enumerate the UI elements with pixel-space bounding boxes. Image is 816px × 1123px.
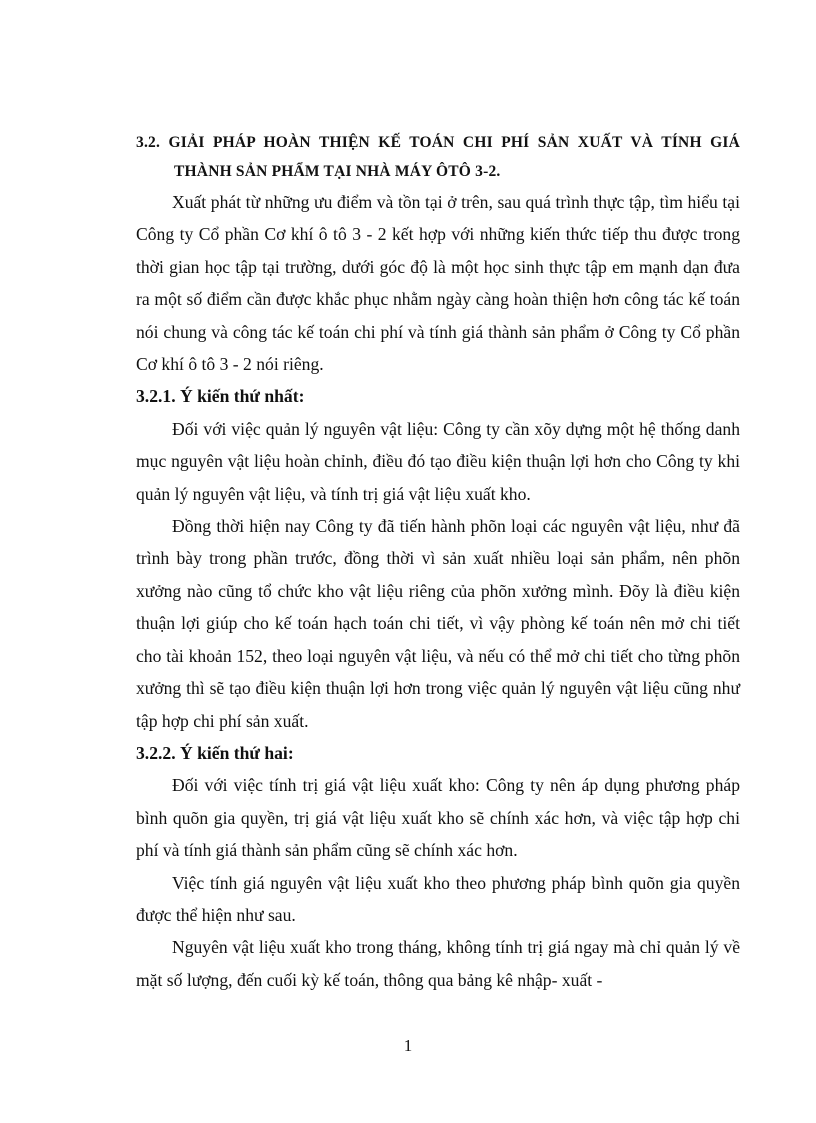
opinion-2-paragraph-2: Việc tính giá nguyên vật liệu xuất kho theo phương pháp bình quõn gia quyền được thể hiện như sau. [136,872,740,925]
intro-paragraph: Xuất phát từ những ưu điểm và tồn tại ở trên, sau quá trình thực tập, tìm hiểu tại Công ty Cổ phần Cơ khí ô tô 3 - 2 kết hợp với những kiến thức tiếp thu được trong thời gian học tập tại trường, dưới góc độ là một học sinh thực tập em mạnh dạn đưa ra một số điểm cần được khắc phục nhằm ngày càng hoàn thiện hơn công tác kế toán nói chung và công tác kế toán chi phí và tính giá thành sản phẩm ở Công ty Cổ phần Cơ khí ô tô 3 - 2 nói riêng. [136,192,740,375]
page-content [136,128,740,996]
section-heading-line-2: THÀNH SẢN PHẨM TẠI NHÀ MÁY ÔTÔ 3-2. [174,163,501,180]
section-heading-line-1: 3.2. GIẢI PHÁP HOÀN THIỆN KẾ TOÁN CHI PHÍ SẢN XUẤT VÀ TÍNH GIÁ [136,134,740,151]
opinion-1-paragraph-1: Đối với việc quản lý nguyên vật liệu: Công ty cần xõy dựng một hệ thống danh mục nguyên vật liệu hoàn chỉnh, điều đó tạo điều kiện thuận lợi hơn cho Công ty khi quản lý nguyên vật liệu, và tính trị giá vật liệu xuất kho. [136,418,740,504]
page-number: 1 [403,1036,413,1055]
opinion-1-heading: 3.2.1. Ý kiến thứ nhất: [136,386,305,407]
opinion-2-heading: 3.2.2. Ý kiến thứ hai: [136,742,294,763]
opinion-1-paragraph-2: Đồng thời hiện nay Công ty đã tiến hành phõn loại các nguyên vật liệu, như đã trình bày trong phần trước, đồng thời vì sản xuất nhiều loại sản phẩm, nên phõn xưởng nào cũng tổ chức kho vật liệu riêng của phõn xưởng mình. Đõy là điều kiện thuận lợi giúp cho kế toán hạch toán chi tiết, vì vậy phòng kế toán nên mở chi tiết cho tài khoản 152, theo loại nguyên vật liệu, và nếu có thể mở chi tiết cho từng phõn xưởng thì sẽ tạo điều kiện thuận lợi hơn trong việc quản lý nguyên vật liệu cũng như tập hợp chi phí sản xuất. [136,516,740,731]
opinion-2-paragraph-3: Nguyên vật liệu xuất kho trong tháng, không tính trị giá ngay mà chỉ quản lý về mặt số lượng, đến cuối kỳ kế toán, thông qua bảng kê nhập- xuất - [136,937,740,990]
opinion-2-paragraph-1: Đối với việc tính trị giá vật liệu xuất kho: Công ty nên áp dụng phương pháp bình quõn gia quyền, trị giá vật liệu xuất kho sẽ chính xác hơn, và việc tập hợp chi phí và tính giá thành sản phẩm cũng sẽ chính xác hơn. [136,775,740,861]
